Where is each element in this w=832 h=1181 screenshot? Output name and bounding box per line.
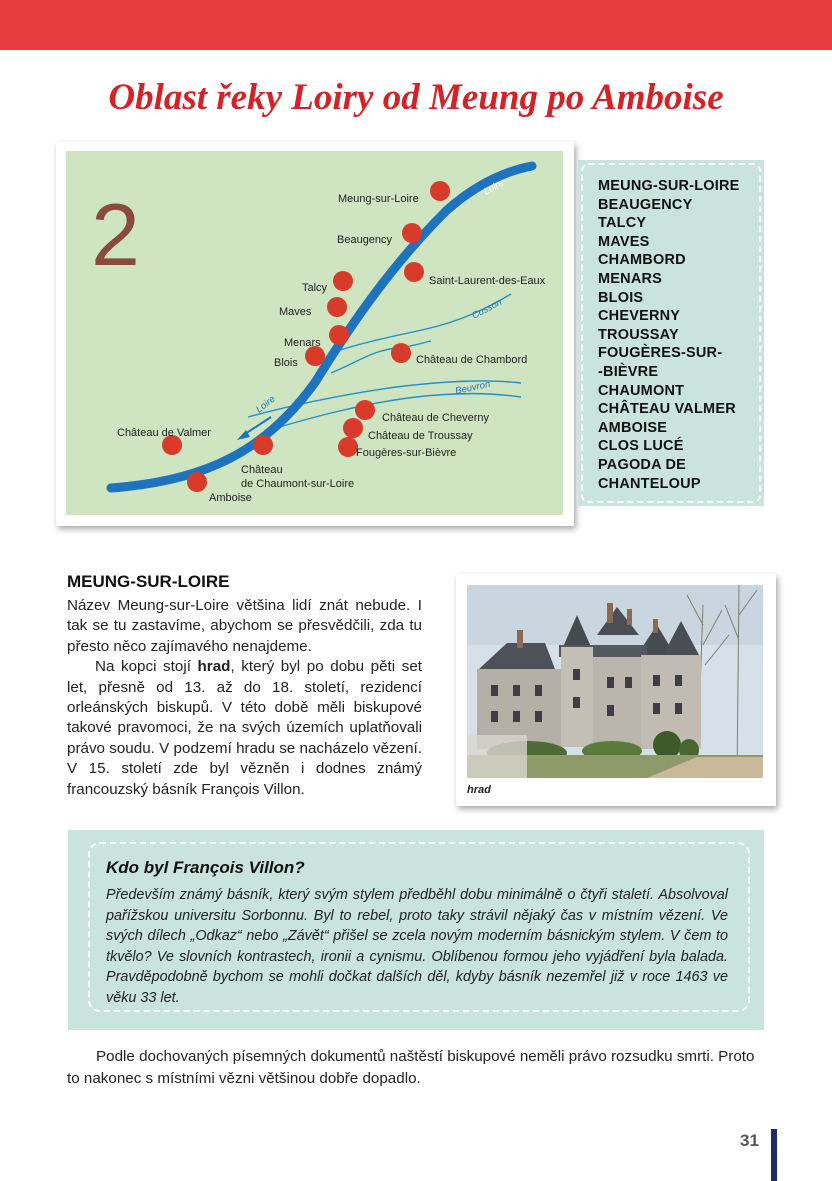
marker-meung [430,181,450,201]
page-number: 31 [740,1131,759,1150]
list-item: FOUGÈRES-SUR- [598,345,723,362]
river-label-loire-bottom: Loire [254,393,278,416]
list-item: CLOS LUCÉ [598,438,684,455]
info-box [68,830,764,1030]
list-item: CHAUMONT [598,382,685,399]
map-number: 2 [91,185,140,284]
text-run: , který byl po dobu pěti set let, přesně od 13. až do 18. století, rezidencí orleánských biskupů. V této době měli biskupové takové pravomoci, že na svých územích uplatňovali právo soudu. V podzemí hradu se nacházelo vězení. V 15. století zde byl vězněn i dodnes známý francouzský básník François Villon. [67,658,422,798]
marker-menars [329,325,349,345]
marker-cheverny [355,400,375,420]
article-body [67,596,422,800]
paragraph-castle [67,657,422,800]
places-list [598,177,758,493]
river-label-beuvron: Beuvron [454,378,492,397]
label-saint-laurent: Saint-Laurent-des-Eaux [429,275,546,287]
marker-talcy [333,271,353,291]
marker-saint-laurent [404,262,424,282]
marker-chaumont [253,435,273,455]
list-item: BLOIS [598,289,644,306]
bold-term: hrad [197,658,231,676]
label-amboise: Amboise [209,492,252,504]
list-item: TROUSSAY [598,326,679,343]
marker-amboise [187,472,207,492]
section-heading: MEUNG-SUR-LOIRE [67,572,230,591]
marker-chambord [391,343,411,363]
list-item: PAGODA DE [598,456,686,473]
marker-fougeres [338,437,358,457]
label-chambord: Château de Chambord [416,354,528,366]
map-graphics [66,151,563,515]
page-number-bar [771,1129,777,1181]
list-item: MEUNG-SUR-LOIRE [598,178,740,194]
region-map [66,151,563,515]
list-item: MENARS [598,270,663,287]
page-title: Oblast řeky Loiry od Meung po Amboise [108,77,724,118]
list-item: CHANTELOUP [598,475,701,492]
label-troussay: Château de Troussay [368,430,473,442]
marker-troussay [343,418,363,438]
info-box-title: Kdo byl François Villon? [106,858,305,877]
list-item: MAVES [598,233,650,250]
label-cheverny: Château de Cheverny [382,412,490,424]
label-chaumont-line1: Château [241,464,283,476]
castle-photo [467,585,763,778]
label-talcy: Talcy [302,282,328,294]
photo-card [456,574,776,806]
label-valmer: Château de Valmer [117,427,211,439]
marker-maves [327,297,347,317]
text-run: Na kopci stojí [95,658,198,676]
castle-illustration [467,585,763,778]
map-card [56,142,574,526]
river-label-loire-top: Loire [482,177,506,198]
list-item: AMBOISE [598,419,668,436]
label-meung: Meung-sur-Loire [338,193,419,205]
closing-paragraph: Podle dochovaných písemných dokumentů naštěstí biskupové neměli právo rozsudku smrti. Proto to nakonec s místními vězni většinou dobře dopadlo. [67,1048,755,1087]
top-color-bar [0,0,832,50]
list-item: TALCY [598,215,647,232]
label-beaugency: Beaugency [337,234,393,246]
list-item: CHEVERNY [598,308,681,325]
list-item: CHAMBORD [598,252,686,269]
label-menars: Menars [284,337,321,349]
label-maves: Maves [279,306,312,318]
list-item: CHÂTEAU VALMER [598,401,736,418]
river-label-cosson: Cosson [470,296,504,322]
places-list-box [578,160,764,506]
label-chaumont-line2: de Chaumont-sur-Loire [241,478,355,490]
list-item: -BIÈVRE [598,363,659,380]
label-blois: Blois [274,357,298,369]
label-fougeres: Fougères-sur-Bièvre [356,447,457,459]
list-item: BEAUGENCY [598,196,693,213]
paragraph-intro: Název Meung-sur-Loire většina lidí znát nebude. I tak se tu zastavíme, abychom se přesvědčili, zda tu přesto něco zajímavého nenajdeme. [67,597,422,655]
info-box-text: Především známý básník, který svým stylem předběhl dobu minimálně o čtyři staletí. Absolvoval pařížskou universitu Sorbonnu. Byl to rebel, proto taky strávil nějaký čas v místním vězení. Ve svých dílech „Odkaz“ nebo „Závět“ přišel se zcela novým moderním básnickým stylem. V čem to tkvělo? Ve slovních kontrastech, ironii a cynismu. Oblíbenou formou jeho vyjádření byla balada. Pravděpodobně bychom se mohli dočkat dalších děl, kdyby básník nezemřel již v roce 1463 ve věku 33 let. [106,887,728,1006]
marker-beaugency [402,223,422,243]
photo-caption: hrad [467,784,491,796]
